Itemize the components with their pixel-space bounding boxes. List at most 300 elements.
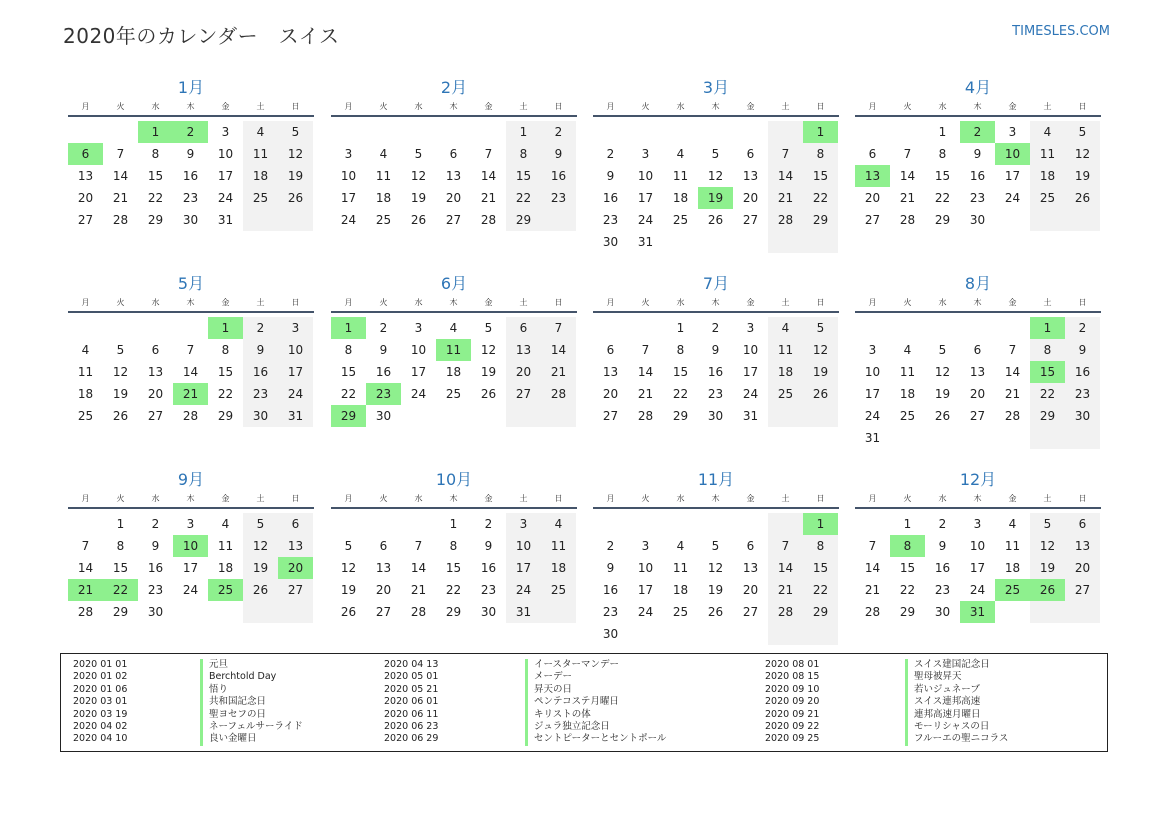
- holiday-cell: 10: [995, 143, 1030, 165]
- holiday-cell: 1: [803, 513, 838, 535]
- day-cell: 24: [287, 387, 304, 401]
- day-cell: 15: [217, 365, 234, 379]
- holiday-date: 2020 09 20: [765, 696, 820, 708]
- weekday-header: 日: [816, 102, 825, 111]
- day-cell: 6: [606, 343, 615, 357]
- weekday-header: 火: [641, 494, 650, 503]
- day-cell: 5: [116, 343, 125, 357]
- weekday-header: 日: [1078, 298, 1087, 307]
- weekday-header: 日: [554, 102, 563, 111]
- day-cell: 6: [291, 517, 300, 531]
- month-block: [593, 75, 839, 265]
- holiday-date: 2020 09 10: [765, 683, 820, 695]
- day-cell: 10: [637, 561, 654, 575]
- day-cell: 2: [938, 517, 947, 531]
- day-cell: 8: [116, 539, 125, 553]
- day-cell: 22: [899, 583, 916, 597]
- day-cell: 14: [637, 365, 654, 379]
- day-cell: 14: [1004, 365, 1021, 379]
- day-cell: 11: [1004, 539, 1021, 553]
- weekday-header: 日: [816, 494, 825, 503]
- weekday-header: 月: [344, 298, 353, 307]
- day-cell: 16: [707, 365, 724, 379]
- day-cell: 14: [777, 169, 794, 183]
- day-cell: 28: [777, 213, 794, 227]
- holiday-date: 2020 03 01: [73, 696, 128, 708]
- holiday-name: 聖母被昇天: [905, 671, 962, 683]
- day-cell: 27: [375, 605, 392, 619]
- weekday-header: 木: [711, 494, 720, 503]
- day-cell: 23: [602, 213, 619, 227]
- day-cell: 3: [221, 125, 230, 139]
- day-cell: 5: [1043, 517, 1052, 531]
- weekday-header: 火: [903, 102, 912, 111]
- weekday-header: 日: [554, 298, 563, 307]
- holiday-cell: 13: [855, 165, 890, 187]
- weekday-header: 月: [868, 494, 877, 503]
- day-cell: 30: [252, 409, 269, 423]
- day-cell: 11: [899, 365, 916, 379]
- day-cell: 30: [375, 409, 392, 423]
- holiday-name: 共和国記念日: [200, 696, 266, 708]
- day-cell: 18: [252, 169, 269, 183]
- weekday-header: 火: [379, 494, 388, 503]
- day-cell: 11: [252, 147, 269, 161]
- day-cell: 12: [1074, 147, 1091, 161]
- day-cell: 12: [410, 169, 427, 183]
- month-name: 1月: [177, 78, 205, 97]
- day-cell: 4: [676, 539, 685, 553]
- weekday-header: 火: [116, 494, 125, 503]
- weekday-header: 水: [151, 494, 160, 503]
- holiday-name: イースターマンデー: [525, 659, 619, 671]
- holiday-cell: 2: [960, 121, 995, 143]
- day-cell: 21: [1004, 387, 1021, 401]
- day-cell: 27: [969, 409, 986, 423]
- holiday-cell: 1: [1030, 317, 1065, 339]
- day-cell: 25: [550, 583, 567, 597]
- holiday-name: 聖ヨセフの日: [200, 709, 266, 721]
- day-cell: 21: [480, 191, 497, 205]
- holiday-cell: 26: [1030, 579, 1065, 601]
- day-cell: 27: [77, 213, 94, 227]
- day-cell: 28: [480, 213, 497, 227]
- weekday-header: 土: [1043, 298, 1052, 307]
- day-cell: 3: [1008, 125, 1017, 139]
- day-cell: 10: [742, 343, 759, 357]
- day-cell: 19: [287, 169, 304, 183]
- month-divider: [68, 115, 314, 117]
- day-cell: 7: [903, 147, 912, 161]
- month-block: [68, 271, 314, 461]
- day-cell: 23: [252, 387, 269, 401]
- day-cell: 15: [899, 561, 916, 575]
- day-cell: 5: [256, 517, 265, 531]
- day-cell: 3: [641, 147, 650, 161]
- day-cell: 15: [147, 169, 164, 183]
- day-cell: 4: [781, 321, 790, 335]
- day-cell: 2: [151, 517, 160, 531]
- day-cell: 28: [777, 605, 794, 619]
- month-block: [68, 467, 314, 657]
- day-cell: 27: [147, 409, 164, 423]
- day-cell: 6: [973, 343, 982, 357]
- day-cell: 10: [969, 539, 986, 553]
- day-cell: 23: [1074, 387, 1091, 401]
- day-cell: 2: [606, 147, 615, 161]
- day-cell: 17: [637, 583, 654, 597]
- holiday-cell: 20: [278, 557, 313, 579]
- page-title: 2020年のカレンダー スイス: [63, 24, 340, 48]
- weekday-header: 木: [973, 298, 982, 307]
- weekday-header: 木: [186, 102, 195, 111]
- month-divider: [593, 507, 839, 509]
- holiday-date: 2020 09 22: [765, 721, 820, 732]
- month-name: 11月: [697, 470, 735, 489]
- day-cell: 5: [816, 321, 825, 335]
- day-cell: 18: [550, 561, 567, 575]
- day-cell: 10: [287, 343, 304, 357]
- weekday-header: 土: [781, 494, 790, 503]
- day-cell: 7: [484, 147, 493, 161]
- day-cell: 10: [217, 147, 234, 161]
- day-cell: 9: [484, 539, 493, 553]
- day-cell: 26: [287, 191, 304, 205]
- weekday-header: 金: [221, 298, 230, 307]
- day-cell: 7: [868, 539, 877, 553]
- day-cell: 24: [742, 387, 759, 401]
- day-cell: 6: [151, 343, 160, 357]
- day-cell: 30: [969, 213, 986, 227]
- day-cell: 7: [781, 147, 790, 161]
- day-cell: 17: [217, 169, 234, 183]
- day-cell: 27: [742, 213, 759, 227]
- day-cell: 12: [252, 539, 269, 553]
- day-cell: 25: [672, 213, 689, 227]
- day-cell: 23: [182, 191, 199, 205]
- day-cell: 15: [515, 169, 532, 183]
- weekday-header: 土: [781, 102, 790, 111]
- day-cell: 29: [899, 605, 916, 619]
- weekday-header: 日: [1078, 494, 1087, 503]
- weekday-header: 土: [1043, 102, 1052, 111]
- weekday-header: 木: [711, 298, 720, 307]
- month-name: 9月: [177, 470, 205, 489]
- weekday-header: 月: [868, 298, 877, 307]
- day-cell: 2: [711, 321, 720, 335]
- day-cell: 12: [707, 561, 724, 575]
- weekday-header: 土: [781, 298, 790, 307]
- day-cell: 23: [480, 583, 497, 597]
- day-cell: 10: [340, 169, 357, 183]
- day-cell: 13: [742, 169, 759, 183]
- holiday-date: 2020 06 23: [384, 721, 439, 732]
- day-cell: 9: [186, 147, 195, 161]
- day-cell: 20: [602, 387, 619, 401]
- holiday-name: Berchtold Day: [200, 671, 276, 683]
- day-cell: 18: [672, 583, 689, 597]
- day-cell: 29: [445, 605, 462, 619]
- day-cell: 29: [812, 213, 829, 227]
- day-cell: 23: [147, 583, 164, 597]
- day-cell: 4: [676, 147, 685, 161]
- weekday-header: 木: [449, 298, 458, 307]
- weekday-header: 水: [676, 298, 685, 307]
- weekday-header: 水: [938, 298, 947, 307]
- day-cell: 21: [777, 191, 794, 205]
- day-cell: 26: [934, 409, 951, 423]
- day-cell: 11: [77, 365, 94, 379]
- weekday-header: 金: [1008, 494, 1017, 503]
- weekday-header: 水: [151, 102, 160, 111]
- day-cell: 6: [519, 321, 528, 335]
- day-cell: 24: [969, 583, 986, 597]
- day-cell: 24: [515, 583, 532, 597]
- weekday-header: 日: [554, 494, 563, 503]
- day-cell: 4: [554, 517, 563, 531]
- day-cell: 3: [641, 539, 650, 553]
- month-block: [331, 271, 577, 461]
- weekday-header: 水: [676, 102, 685, 111]
- day-cell: 30: [182, 213, 199, 227]
- day-cell: 12: [340, 561, 357, 575]
- holiday-name: 連邦高速月曜日: [905, 709, 981, 721]
- day-cell: 8: [816, 539, 825, 553]
- holiday-name: キリストの体: [525, 709, 591, 721]
- day-cell: 30: [1074, 409, 1091, 423]
- day-cell: 18: [445, 365, 462, 379]
- day-cell: 12: [480, 343, 497, 357]
- day-cell: 30: [480, 605, 497, 619]
- holiday-cell: 25: [208, 579, 243, 601]
- day-cell: 24: [340, 213, 357, 227]
- day-cell: 8: [816, 147, 825, 161]
- day-cell: 12: [812, 343, 829, 357]
- holiday-date: 2020 04 13: [384, 659, 439, 670]
- day-cell: 13: [445, 169, 462, 183]
- day-cell: 26: [410, 213, 427, 227]
- day-cell: 8: [676, 343, 685, 357]
- day-cell: 18: [672, 191, 689, 205]
- weekday-header: 水: [676, 494, 685, 503]
- month-name: 5月: [177, 274, 205, 293]
- day-cell: 9: [973, 147, 982, 161]
- holiday-date: 2020 03 19: [73, 708, 128, 720]
- day-cell: 11: [672, 169, 689, 183]
- day-cell: 21: [864, 583, 881, 597]
- day-cell: 28: [112, 213, 129, 227]
- day-cell: 1: [676, 321, 685, 335]
- day-cell: 3: [868, 343, 877, 357]
- day-cell: 3: [186, 517, 195, 531]
- month-name: 3月: [702, 78, 730, 97]
- weekday-header: 水: [414, 298, 423, 307]
- weekday-header: 木: [711, 102, 720, 111]
- weekday-header: 月: [81, 494, 90, 503]
- day-cell: 29: [672, 409, 689, 423]
- site-link[interactable]: TIMESLES.COM: [1012, 24, 1110, 39]
- day-cell: 5: [291, 125, 300, 139]
- day-cell: 15: [445, 561, 462, 575]
- day-cell: 5: [344, 539, 353, 553]
- weekday-header: 木: [449, 102, 458, 111]
- day-cell: 26: [812, 387, 829, 401]
- holiday-name: ネーフェルサーライド: [200, 721, 303, 733]
- day-cell: 17: [637, 191, 654, 205]
- day-cell: 29: [217, 409, 234, 423]
- day-cell: 3: [746, 321, 755, 335]
- day-cell: 31: [742, 409, 759, 423]
- month-block: [593, 271, 839, 461]
- day-cell: 27: [445, 213, 462, 227]
- day-cell: 12: [934, 365, 951, 379]
- day-cell: 15: [812, 169, 829, 183]
- holiday-date: 2020 09 21: [765, 708, 820, 720]
- weekday-header: 土: [519, 298, 528, 307]
- holiday-date: 2020 09 25: [765, 733, 820, 745]
- day-cell: 3: [344, 147, 353, 161]
- day-cell: 19: [707, 583, 724, 597]
- day-cell: 22: [934, 191, 951, 205]
- holiday-date: 2020 06 01: [384, 696, 439, 708]
- month-name: 6月: [440, 274, 468, 293]
- day-cell: 11: [672, 561, 689, 575]
- day-cell: 8: [938, 147, 947, 161]
- day-cell: 4: [1008, 517, 1017, 531]
- day-cell: 8: [151, 147, 160, 161]
- weekday-header: 土: [519, 102, 528, 111]
- weekday-header: 火: [903, 298, 912, 307]
- weekday-header: 水: [151, 298, 160, 307]
- day-cell: 18: [1039, 169, 1056, 183]
- day-cell: 22: [515, 191, 532, 205]
- day-cell: 2: [484, 517, 493, 531]
- day-cell: 17: [515, 561, 532, 575]
- day-cell: 21: [112, 191, 129, 205]
- day-cell: 1: [449, 517, 458, 531]
- day-cell: 8: [221, 343, 230, 357]
- weekday-header: 金: [221, 102, 230, 111]
- day-cell: 16: [550, 169, 567, 183]
- weekday-header: 月: [81, 298, 90, 307]
- day-cell: 31: [287, 409, 304, 423]
- day-cell: 6: [868, 147, 877, 161]
- day-cell: 7: [641, 343, 650, 357]
- day-cell: 13: [742, 561, 759, 575]
- day-cell: 4: [221, 517, 230, 531]
- day-cell: 31: [515, 605, 532, 619]
- day-cell: 7: [1008, 343, 1017, 357]
- day-cell: 20: [742, 191, 759, 205]
- holiday-name: 悟り: [200, 684, 228, 696]
- day-cell: 16: [934, 561, 951, 575]
- month-name: 7月: [702, 274, 730, 293]
- holiday-date: 2020 05 01: [384, 671, 439, 683]
- day-cell: 13: [375, 561, 392, 575]
- month-divider: [593, 115, 839, 117]
- day-cell: 22: [812, 191, 829, 205]
- holiday-name: 元旦: [200, 659, 228, 671]
- month-block: [331, 75, 577, 265]
- day-cell: 25: [899, 409, 916, 423]
- day-cell: 26: [252, 583, 269, 597]
- day-cell: 20: [375, 583, 392, 597]
- month-name: 2月: [440, 78, 468, 97]
- day-cell: 6: [746, 539, 755, 553]
- day-cell: 27: [742, 605, 759, 619]
- month-divider: [855, 507, 1101, 509]
- day-cell: 17: [287, 365, 304, 379]
- holiday-cell: 6: [68, 143, 103, 165]
- day-cell: 20: [77, 191, 94, 205]
- day-cell: 2: [1078, 321, 1087, 335]
- day-cell: 18: [375, 191, 392, 205]
- month-divider: [855, 115, 1101, 117]
- day-cell: 3: [519, 517, 528, 531]
- weekday-header: 金: [746, 494, 755, 503]
- holiday-cell: 22: [103, 579, 138, 601]
- weekday-header: 月: [868, 102, 877, 111]
- day-cell: 25: [777, 387, 794, 401]
- day-cell: 20: [147, 387, 164, 401]
- day-cell: 26: [112, 409, 129, 423]
- day-cell: 17: [182, 561, 199, 575]
- day-cell: 8: [449, 539, 458, 553]
- month-block: [593, 467, 839, 657]
- day-cell: 10: [515, 539, 532, 553]
- day-cell: 6: [379, 539, 388, 553]
- holiday-cell: 29: [331, 405, 366, 427]
- holiday-name: フルーエの聖ニコラス: [905, 733, 1008, 745]
- weekday-header: 日: [816, 298, 825, 307]
- day-cell: 17: [969, 561, 986, 575]
- day-cell: 27: [602, 409, 619, 423]
- holiday-name: セントピーターとセントポール: [525, 733, 666, 745]
- day-cell: 28: [410, 605, 427, 619]
- day-cell: 29: [934, 213, 951, 227]
- holiday-date: 2020 01 02: [73, 671, 128, 683]
- weekday-header: 木: [449, 494, 458, 503]
- day-cell: 15: [340, 365, 357, 379]
- day-cell: 13: [287, 539, 304, 553]
- day-cell: 22: [1039, 387, 1056, 401]
- day-cell: 17: [410, 365, 427, 379]
- day-cell: 4: [81, 343, 90, 357]
- day-cell: 9: [938, 539, 947, 553]
- day-cell: 27: [515, 387, 532, 401]
- holiday-cell: 10: [173, 535, 208, 557]
- day-cell: 27: [864, 213, 881, 227]
- month-divider: [855, 311, 1101, 313]
- weekday-header: 日: [291, 102, 300, 111]
- day-cell: 14: [77, 561, 94, 575]
- day-cell: 8: [1043, 343, 1052, 357]
- weekday-header: 月: [81, 102, 90, 111]
- day-cell: 14: [777, 561, 794, 575]
- day-cell: 20: [864, 191, 881, 205]
- day-cell: 2: [379, 321, 388, 335]
- day-cell: 19: [812, 365, 829, 379]
- month-block: [855, 75, 1101, 265]
- day-cell: 26: [707, 213, 724, 227]
- day-cell: 17: [340, 191, 357, 205]
- month-divider: [331, 507, 577, 509]
- holiday-cell: 1: [331, 317, 366, 339]
- holiday-date: 2020 08 15: [765, 671, 820, 683]
- day-cell: 26: [707, 605, 724, 619]
- day-cell: 4: [379, 147, 388, 161]
- day-cell: 24: [637, 605, 654, 619]
